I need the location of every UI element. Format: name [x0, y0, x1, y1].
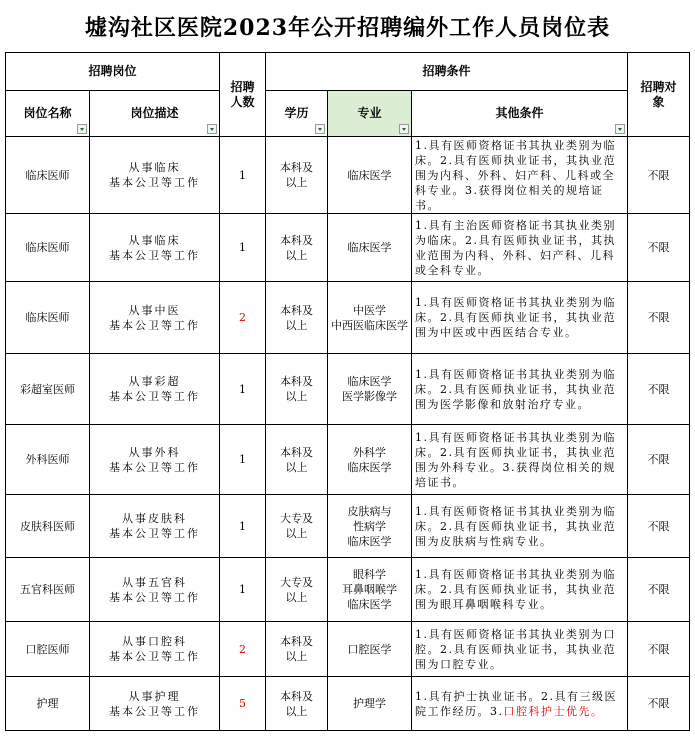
cell-post-desc	[90, 137, 220, 214]
cell-target: 不限	[628, 677, 690, 731]
desc-line: 基本公卫等工作	[109, 318, 200, 332]
edu-line: 以上	[285, 704, 308, 718]
cell-education	[266, 495, 328, 558]
cell-target: 不限	[628, 495, 690, 558]
header-post-group: 招聘岗位	[6, 53, 220, 91]
cell-other	[412, 622, 628, 677]
filter-dropdown-icon[interactable]	[615, 124, 625, 134]
major-line: 口腔医学	[347, 642, 392, 656]
table-row	[6, 558, 690, 622]
other-text: 1.具有医师资格证书其执业类别为临床。2.具有医师执业证书，其执业范围为中医或中西医结合专业。	[415, 296, 616, 339]
cell-major	[328, 677, 412, 731]
edu-line: 以上	[285, 318, 308, 332]
header-education[interactable]: 学历	[266, 91, 328, 137]
header-conditions-group: 招聘条件	[266, 53, 628, 91]
table-row	[6, 137, 690, 214]
cell-other	[412, 425, 628, 495]
edu-line: 本科及	[280, 161, 313, 174]
header-post-name[interactable]: 岗位名称	[6, 91, 90, 137]
cell-count: 5	[220, 677, 266, 731]
desc-line: 从事皮肤科	[122, 512, 187, 525]
filter-dropdown-icon[interactable]	[399, 124, 409, 134]
filter-dropdown-icon[interactable]	[77, 124, 87, 134]
cell-target: 不限	[628, 282, 690, 354]
cell-post-name: 皮肤科医师	[6, 495, 90, 558]
major-line: 医学影像学	[342, 390, 397, 403]
major-line: 中西医临床医学	[331, 318, 408, 332]
cell-major	[328, 425, 412, 495]
header-row-group	[6, 53, 690, 91]
edu-line: 本科及	[280, 635, 313, 648]
cell-education	[266, 214, 328, 282]
cell-count: 1	[220, 425, 266, 495]
cell-major	[328, 137, 412, 214]
desc-line: 基本公卫等工作	[109, 176, 200, 189]
other-text: 1.具有主治医师资格证书其执业类别为临床。2.具有医师执业证书，其执业范围为内科、外科、妇产科、儿科或全科专业。	[415, 218, 616, 277]
cell-post-desc	[90, 354, 220, 425]
cell-other	[412, 495, 628, 558]
cell-post-name: 口腔医师	[6, 622, 90, 677]
desc-line: 从事临床	[128, 233, 181, 247]
cell-post-desc	[90, 495, 220, 558]
desc-line: 从事护理	[128, 689, 181, 703]
cell-other	[412, 137, 628, 214]
cell-count: 1	[220, 214, 266, 282]
header-other[interactable]: 其他条件	[412, 91, 628, 137]
cell-education	[266, 354, 328, 425]
cell-target: 不限	[628, 425, 690, 495]
header-target: 招聘对 象	[628, 53, 690, 137]
cell-post-name: 彩超室医师	[6, 354, 90, 425]
edu-line: 以上	[285, 527, 308, 540]
table-row	[6, 425, 690, 495]
cell-major	[328, 622, 412, 677]
cell-count: 2	[220, 282, 266, 354]
edu-line: 以上	[285, 650, 308, 663]
major-line: 性病学	[353, 519, 386, 533]
cell-post-name: 临床医师	[6, 214, 90, 282]
major-line: 中医学	[353, 303, 386, 317]
edu-line: 本科及	[280, 689, 313, 703]
other-text-highlight: 口腔科护士优先。	[503, 704, 604, 718]
cell-education	[266, 282, 328, 354]
cell-count: 1	[220, 137, 266, 214]
desc-line: 从事彩超	[128, 375, 181, 388]
cell-target: 不限	[628, 214, 690, 282]
other-text: 1.具有医师资格证书其执业类别为口腔。2.具有医师执业证书，其执业范围为口腔专业。	[415, 627, 616, 671]
cell-major	[328, 354, 412, 425]
cell-target: 不限	[628, 137, 690, 214]
desc-line: 基本公卫等工作	[109, 704, 200, 718]
cell-post-desc	[90, 558, 220, 622]
edu-line: 本科及	[280, 233, 313, 247]
filter-dropdown-icon[interactable]	[207, 124, 217, 134]
major-line: 临床医学	[347, 598, 392, 611]
edu-line: 大专及	[280, 575, 313, 589]
cell-other	[412, 677, 628, 731]
edu-line: 以上	[285, 248, 308, 262]
major-line: 临床医学	[347, 241, 392, 254]
other-text: 1.具有医师资格证书其执业类别为临床。2.具有医师执业证书，其执业范围为内科、外科、妇产科、儿科或全科专业。3.获得岗位相关的规培证书。	[415, 138, 616, 212]
major-line: 耳鼻咽喉学	[342, 583, 397, 596]
header-major[interactable]: 专业	[328, 91, 412, 137]
cell-post-desc	[90, 425, 220, 495]
major-line: 皮肤病与	[347, 504, 392, 518]
major-line: 护理学	[353, 697, 386, 710]
desc-line: 从事五官科	[122, 575, 187, 589]
cell-post-desc	[90, 214, 220, 282]
cell-post-name: 临床医师	[6, 282, 90, 354]
page-title: 墟沟社区医院2023年公开招聘编外工作人员岗位表	[84, 14, 611, 41]
cell-count: 2	[220, 622, 266, 677]
desc-line: 基本公卫等工作	[109, 390, 200, 403]
cell-major	[328, 558, 412, 622]
other-text: 1.具有医师资格证书其执业类别为临床。2.具有医师执业证书，其执业范围为皮肤病与性病专业。	[415, 504, 616, 548]
header-post-desc[interactable]: 岗位描述	[90, 91, 220, 137]
cell-post-desc	[90, 282, 220, 354]
other-text: 1.具有医师资格证书其执业类别为临床。2.具有医师执业证书，其执业范围为眼耳鼻咽喉科专业。	[415, 568, 616, 611]
table-row	[6, 495, 690, 558]
desc-line: 基本公卫等工作	[109, 460, 200, 474]
header-row-columns	[6, 91, 690, 137]
cell-post-name: 五官科医师	[6, 558, 90, 622]
cell-count: 1	[220, 354, 266, 425]
desc-line: 从事口腔科	[122, 635, 187, 648]
cell-education	[266, 622, 328, 677]
table-row	[6, 214, 690, 282]
edu-line: 本科及	[280, 375, 313, 388]
desc-line: 基本公卫等工作	[109, 248, 200, 262]
edu-line: 本科及	[280, 303, 313, 317]
cell-other	[412, 354, 628, 425]
cell-post-name: 临床医师	[6, 137, 90, 214]
desc-line: 基本公卫等工作	[109, 590, 200, 604]
header-count: 招聘 人数	[220, 53, 266, 137]
desc-line: 从事中医	[128, 303, 181, 317]
table-row	[6, 622, 690, 677]
cell-count: 1	[220, 495, 266, 558]
cell-other	[412, 558, 628, 622]
cell-education	[266, 558, 328, 622]
cell-post-name: 护理	[6, 677, 90, 731]
cell-post-desc	[90, 677, 220, 731]
edu-line: 以上	[285, 460, 308, 474]
major-line: 临床医学	[347, 375, 392, 388]
edu-line: 以上	[285, 390, 308, 403]
cell-target: 不限	[628, 558, 690, 622]
cell-post-name: 外科医师	[6, 425, 90, 495]
other-text: 1.具有护士执业证书。2.具有三级医院工作经历。3.	[415, 689, 617, 718]
edu-line: 以上	[285, 590, 308, 604]
cell-count: 1	[220, 558, 266, 622]
major-line: 临床医学	[347, 460, 392, 474]
major-line: 临床医学	[347, 168, 392, 182]
cell-major	[328, 282, 412, 354]
cell-target: 不限	[628, 354, 690, 425]
other-text: 1.具有医师资格证书其执业类别为临床。2.具有医师执业证书，其执业范围为外科专业。3.获得岗位相关的规培证书。	[415, 430, 616, 489]
cell-post-desc	[90, 622, 220, 677]
desc-line: 从事临床	[128, 161, 181, 174]
cell-education	[266, 425, 328, 495]
cell-other	[412, 282, 628, 354]
desc-line: 从事外科	[128, 445, 181, 459]
cell-major	[328, 495, 412, 558]
filter-dropdown-icon[interactable]	[315, 124, 325, 134]
edu-line: 大专及	[280, 512, 313, 525]
cell-education	[266, 137, 328, 214]
cell-target: 不限	[628, 622, 690, 677]
major-line: 临床医学	[347, 534, 392, 548]
major-line: 眼科学	[353, 568, 386, 581]
cell-major	[328, 214, 412, 282]
other-text: 1.具有医师资格证书其执业类别为临床。2.具有医师执业证书，其执业范围为医学影像和放射治疗专业。	[415, 367, 616, 411]
edu-line: 本科及	[280, 445, 313, 459]
cell-education	[266, 677, 328, 731]
desc-line: 基本公卫等工作	[109, 650, 200, 663]
table-row	[6, 354, 690, 425]
cell-other	[412, 214, 628, 282]
desc-line: 基本公卫等工作	[109, 527, 200, 540]
table-row	[6, 282, 690, 354]
edu-line: 以上	[285, 176, 308, 189]
positions-table	[5, 52, 690, 731]
table-row	[6, 677, 690, 731]
major-line: 外科学	[353, 445, 386, 459]
